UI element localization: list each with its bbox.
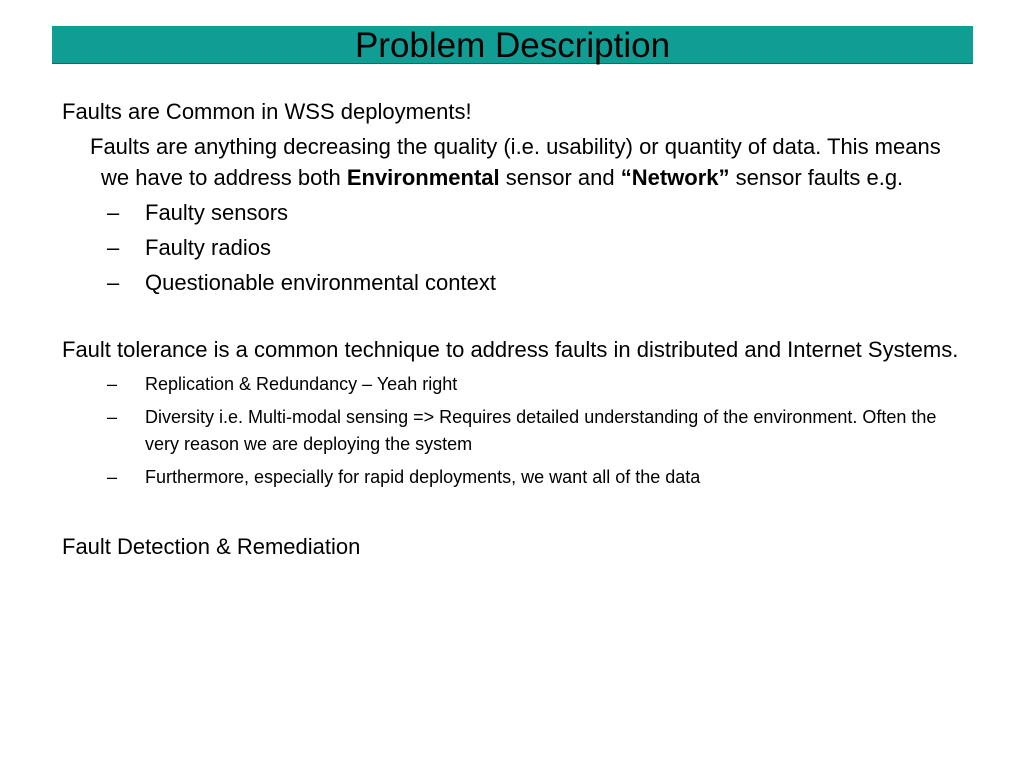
sub-bullet-text: Furthermore, especially for rapid deployments, we want all of the data — [145, 467, 701, 487]
sub-bullet-faulty-sensors — [62, 197, 962, 228]
bullet-faults-common: Faults are Common in WSS deployments! — [62, 99, 472, 124]
sub-bullet-diversity — [62, 404, 962, 458]
network-term: “Network” — [620, 165, 730, 190]
sub-bullet-furthermore — [62, 464, 962, 491]
dash-marker: – — [107, 407, 118, 427]
bullet-fault-tolerance: Fault tolerance is a common technique to address faults in distributed and Internet Systems. — [62, 337, 959, 362]
slide-title: Problem Description — [354, 26, 671, 65]
bullet-faults-definition — [62, 131, 962, 193]
dash-marker: – — [107, 467, 118, 487]
sub-bullet-text: Diversity i.e. Multi-modal sensing => Requires detailed understanding of the environment. Often the very reason we are deploying the system — [145, 407, 937, 454]
dash-marker: – — [107, 270, 120, 295]
sub-bullet-text: Faulty sensors — [145, 200, 289, 225]
sub-bullet-text: Replication & Redundancy – Yeah right — [145, 374, 458, 394]
faults-definition-end: sensor faults e.g. — [729, 165, 904, 190]
sub-bullet-environmental-context — [62, 267, 962, 298]
sub-bullet-replication — [62, 371, 962, 398]
environmental-term: Environmental — [346, 165, 500, 190]
slide-body — [62, 96, 962, 562]
faults-definition-text: Faults are anything decreasing the quality (i.e. usability) or quantity of data. This means we have to address both — [90, 134, 941, 190]
bullet-fault-detection: Fault Detection & Remediation — [62, 534, 361, 559]
title-bar — [52, 26, 973, 64]
dash-marker: – — [107, 374, 118, 394]
sub-bullet-text: Faulty radios — [145, 235, 271, 260]
faults-definition-mid: sensor and — [499, 165, 621, 190]
sub-bullet-text: Questionable environmental context — [145, 270, 496, 295]
sub-bullet-faulty-radios — [62, 232, 962, 263]
dash-marker: – — [107, 235, 120, 260]
dash-marker: – — [107, 200, 120, 225]
